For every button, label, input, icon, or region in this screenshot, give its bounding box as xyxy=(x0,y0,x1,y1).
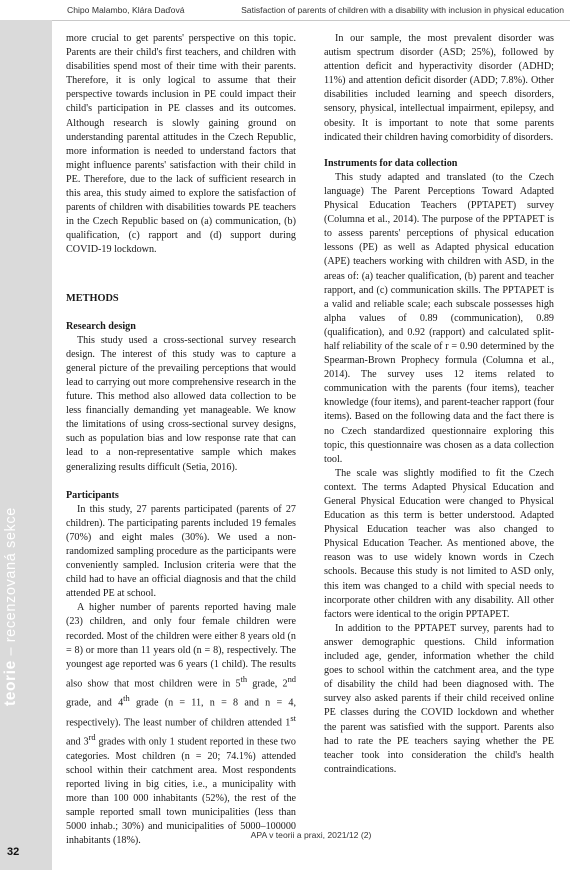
section-label-sub: recenzovaná sekce xyxy=(3,507,19,643)
section-label-separator: – xyxy=(3,642,19,661)
participants-paragraph-2 xyxy=(66,601,296,848)
intro-paragraph: more crucial to get parents' perspective on this topic. Parents are their child's first teachers, and children with disabilities spend most of their time with their parents. Therefore, it is only logical to assume that their perspective towards inclusion in PE could impact their child's participation in PE classes and its outcomes. Although research is slowly gaining ground on understanding parental attitudes in the Czech Republic, more information is needed to understand factors that might influence parents' satisfaction with their child in PE. Therefore, due to the lack of sufficient research in this area, this study aimed to explore the satisfaction of parents of children with disabilities towards PE teachers in the Czech Republic based on (a) communication, (b) qualification, (c) rapport and (d) support during COVID-19 lockdown. xyxy=(66,33,296,256)
section-sidebar xyxy=(0,20,52,870)
right-column xyxy=(324,32,554,777)
participants-text-c: grade, and 4 xyxy=(66,697,124,709)
page-footer: APA v teorii a praxi, 2021/12 (2) xyxy=(250,830,372,840)
instruments-paragraph-2: The scale was slightly modified to fit the Czech context. The terms Adapted Physical Education and General Physical Education were changed to Physical Education as this term is better understood. Adapted Physical Education teacher was also changed to Physical Education Teacher. As mentioned above, the reason was to use widely known words in Czech schools. Because this study is not limited to ASD only, this item was changed to a child with special needs to incorporate other children with any disability. All other factors were identical to the origin PPTAPET. xyxy=(324,467,554,620)
participants-text-b: grade, 2 xyxy=(247,678,288,690)
participants-text-d: grade (n = 11, n = 8 and n = 4, respectively). The least number of children attended 1 xyxy=(66,697,297,729)
methods-heading: METHODS xyxy=(66,292,119,304)
running-header xyxy=(0,0,570,21)
research-design-heading: Research design xyxy=(66,320,136,332)
section-label xyxy=(2,507,20,706)
sample-paragraph: In our sample, the most prevalent disorder was autism spectrum disorder (ASD; 25%), followed by attention deficit and hyperactivity disorder (ADHD; 11%) and attention deficit disorder (ADD; 7.8%). Other disabilities included learning and speech disorders, sensory, physical, intellectual impairment, epilepsy, and obesity. It is important to note that some parents indicated their children having comorbidity of disorders. xyxy=(324,33,554,143)
superscript-nd: nd xyxy=(287,673,296,684)
superscript-rd: rd xyxy=(88,732,96,743)
superscript-st: st xyxy=(290,712,296,723)
left-column xyxy=(66,32,296,848)
participants-heading: Participants xyxy=(66,489,119,501)
research-design-paragraph: This study used a cross-sectional survey research design. The interest of this study was to capture a general picture of the prevailing perceptions that would lead to carrying out more comprehensive research in the future. This method also allowed data collection to be less financially demanding yet manageable. We know the limitations of using cross-sectional survey designs, such as population bias and low response rate that can lead to a non-representative sample which makes generalizing results difficult (Setia, 2016). xyxy=(66,334,296,473)
instruments-paragraph-1: This study adapted and translated (to the Czech language) The Parent Perceptions Toward Adapted Physical Education Teachers (PPTAPET) survey (Columna et al., 2014). The purpose of the PPTAPET is to assess parents' perceptions of physical education lessons (PE) as well as Adapted physical education (APE) teachers working with children with ASD, in the areas of: (a) teacher qualification, (b) parent and teacher rapport, and (c) communication skills. The PPTAPET is a valid and reliable scale; each subscale possesses high alpha values of 0.89 (communication), 0.89 (qualification), and 0.92 (rapport) and calculated split-half reliability of the scale of r = 0.90 determined by the Spearman-Brown Prophecy formula (Columna et al., 2014). The survey uses 12 items related to communication with the parents (four items), teacher knowledge (four items), and parent-teacher rapport (four items). Based on the following data and the fact there is no Czech standardized questionnaire exploring this topic, this questionnaire was chosen as a data collection tool. xyxy=(324,171,554,465)
participants-text-e: and 3 xyxy=(66,736,89,748)
instruments-paragraph-3: In addition to the PPTAPET survey, parents had to answer demographic questions. Child information included age, gender, information whether the child goes to school within the catchment area, and the type of disability the child had been diagnosed with. The survey also asked parents if their child received online PE classes during the COVID lockdown and whether the parent was satisfied with the support. Parents also had to rate the PE teachers saying whether the PE teacher took into consideration the child's health contraindications. xyxy=(324,622,554,775)
participants-text-f: grades with only 1 student reported in these two categories. Most children (n = 20; 74.1%) attended school within their catchment area. Most respondents reported living in big cities, i.e., a municipality with more than 100 000 inhabitants (52%), the rest of the sample reported small town municipalities (less than 5000 inhab.; 30%) and municipalities of 5000–100000 inhabitants (18%). xyxy=(66,736,296,847)
header-running-title: Satisfaction of parents of children with a disability with inclusion in physical education xyxy=(241,5,564,15)
participants-paragraph-1: In this study, 27 parents participated (parents of 27 children). The participating parents included 19 females (70%) and eight males (30%). We used a non-randomized sampling procedure as the participants were conveniently sampled. Inclusion criteria were that the child had to have an official diagnosis and that the child attended PE at school. xyxy=(66,503,296,600)
superscript-th: th xyxy=(240,673,248,684)
superscript-th-2: th xyxy=(123,693,130,704)
section-label-main: teorie xyxy=(2,660,19,706)
header-authors: Chipo Malambo, Klára Daďová xyxy=(67,5,185,15)
page-number: 32 xyxy=(7,846,20,858)
participants-text-a: A higher number of parents reported having male (23) children, and only four female children were recorded. Most of the children were either 8 years old (n = 8) or more than 11 years old (n = 8), respectively. The youngest age reported was 6 years (1 child). The results also show that most children were in 5 xyxy=(66,602,296,690)
instruments-heading: Instruments for data collection xyxy=(324,157,458,169)
